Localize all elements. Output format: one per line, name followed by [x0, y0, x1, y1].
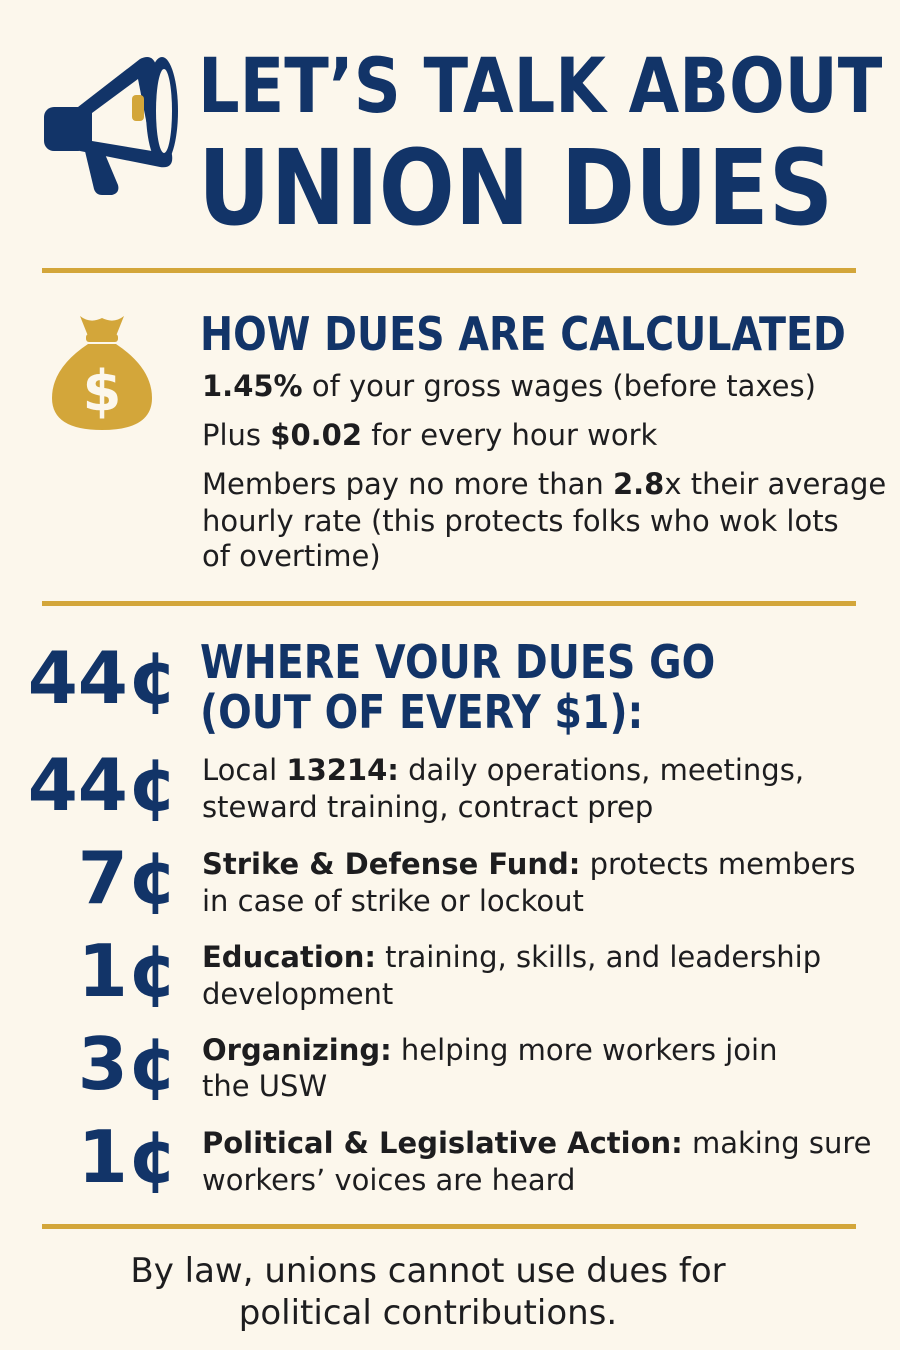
megaphone-icon [40, 45, 185, 195]
item-line: steward training, contract prep [202, 790, 654, 824]
header [0, 0, 900, 260]
item-amount: 1¢ [77, 929, 178, 1013]
item-line: development [202, 977, 394, 1011]
item-amount: 3¢ [77, 1022, 178, 1106]
item-amount: 44¢ [27, 743, 178, 827]
distribution-heading-line-1: WHERE VOUR DUES GO [200, 635, 716, 689]
divider [42, 1224, 856, 1229]
calculation-line-3: Members pay no more than 2.8x their average [202, 467, 887, 501]
heading-amount: 44¢ [27, 636, 178, 720]
distribution-heading-line-2: (OUT OF EVERY $1): [200, 685, 644, 739]
item-line: in case of strike or lockout [202, 884, 584, 918]
calculation-line-5: of overtime) [202, 539, 381, 573]
item-line: Political & Legislative Action: making sure [202, 1126, 872, 1160]
title-line-1: LET’S TALK ABOUT [198, 41, 883, 130]
title-line-2: UNION DUES [198, 127, 834, 249]
calculation-line-4: hourly rate (this protects folks who wok lots [202, 504, 839, 538]
calculation-line-2: Plus $0.02 for every hour work [202, 418, 658, 452]
svg-text:$: $ [82, 359, 122, 424]
item-line: the USW [202, 1069, 328, 1103]
footer-line-1: By law, unions cannot use dues for [130, 1251, 726, 1291]
calculation-heading: HOW DUES ARE CALCULATED [200, 307, 846, 361]
item-line: Strike & Defense Fund: protects members [202, 847, 856, 881]
item-line: Local 13214: daily operations, meetings, [202, 753, 805, 787]
item-line: workers’ voices are heard [202, 1163, 576, 1197]
money-bag-icon [46, 310, 158, 435]
hourly-amount: $0.02 [270, 418, 362, 452]
item-line: Organizing: helping more workers join [202, 1033, 778, 1067]
footer-line-2: political contributions. [238, 1293, 618, 1333]
item-line: Education: training, skills, and leadership [202, 940, 822, 974]
cap-multiplier: 2.8 [612, 467, 665, 501]
item-amount: 1¢ [77, 1115, 178, 1199]
divider [42, 601, 856, 606]
wage-percent: 1.45% [202, 369, 303, 403]
calculation-line-1: 1.45% of your gross wages (before taxes) [202, 369, 816, 403]
divider [42, 268, 856, 273]
item-amount: 7¢ [77, 836, 178, 920]
footer-note [0, 1250, 856, 1334]
